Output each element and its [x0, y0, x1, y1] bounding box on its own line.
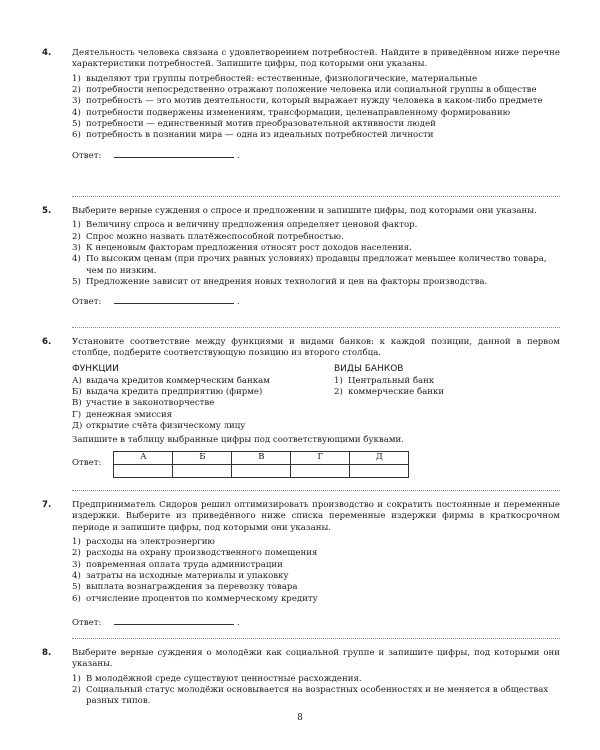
option: 4) По высоким ценам (при прочих равных условиях) продавцы предложат меньшее количество товара, чем по низким.: [72, 254, 547, 276]
function-item: Д) открытие счёта физическому лицу: [72, 420, 246, 431]
functions-column: [72, 364, 334, 433]
answer-cell[interactable]: [173, 464, 232, 477]
option: 5) потребности — единственный мотив преобразовательной активности людей: [72, 119, 436, 130]
question-stem: Выберите верные суждения о спросе и предложении и запишите цифры, под которыми они указаны.: [72, 206, 537, 216]
question-number: 7.: [42, 500, 52, 510]
option: 2) потребности непосредственно отражают положение человека или социальной группы в обществе: [72, 85, 537, 96]
question-6: [42, 337, 560, 478]
option: 1) Величину спроса и величину предложения определяет ценовой фактор.: [72, 220, 418, 231]
option: 2) расходы на охрану производственного помещения: [72, 548, 318, 559]
functions-header: ФУНКЦИИ: [72, 363, 119, 374]
matching-columns: [72, 364, 560, 433]
page-number: 8: [297, 713, 303, 723]
option: 1) В молодёжной среде существуют ценностные расхождения.: [72, 673, 362, 684]
options-list: [72, 674, 560, 708]
divider: [72, 327, 560, 328]
divider: [72, 196, 560, 197]
question-8: [42, 648, 560, 708]
answer-cell[interactable]: [232, 464, 291, 477]
option: 6) потребность в познании мира — одна из идеальных потребностей личности: [72, 130, 434, 141]
table-header-cell: Д: [350, 451, 409, 464]
question-number: 5.: [42, 206, 52, 216]
option: 2) Спрос можно назвать платёжеспособной потребностью.: [72, 231, 344, 242]
option: 5) выплата вознаграждения за перевозку товара: [72, 582, 298, 593]
question-stem: Предприниматель Сидоров решил оптимизировать производство и сократить постоянные и переменные издержки. Выберите из приведённого ниже списка переменные издержки фирмы в краткосрочном периоде и запишите цифры, под которыми они указаны.: [72, 500, 560, 533]
question-4: [42, 48, 560, 162]
option: 3) повременная оплата труда администрации: [72, 559, 283, 570]
answer-table-row: [72, 451, 560, 478]
question-number: 8.: [42, 648, 52, 658]
function-item: Г) денежная эмиссия: [72, 409, 173, 420]
answer-field[interactable]: [114, 148, 234, 158]
option: 1) выделяют три группы потребностей: естественные, физиологические, материальные: [72, 73, 478, 84]
table-instruction: Запишите в таблицу выбранные цифры под соответствующими буквами.: [72, 435, 405, 446]
table-header-cell: А: [114, 451, 173, 464]
options-list: [72, 537, 560, 605]
answer-cell[interactable]: [291, 464, 350, 477]
option: 6) отчисление процентов по коммерческому кредиту: [72, 593, 318, 604]
question-number: 4.: [42, 48, 52, 58]
option: 5) Предложение зависит от внедрения новых технологий и цен на факторы производства.: [72, 277, 488, 288]
question-stem: Установите соответствие между функциями и видами банков: к каждой позиции, данной в первом столбце, подберите соответствующую позицию из второго столбца.: [72, 337, 560, 359]
answer-label: Ответ:: [72, 618, 102, 629]
bank-types-column: [334, 364, 534, 433]
answer-label: Ответ:: [72, 458, 102, 469]
answer-row: Ответ: .: [72, 148, 560, 162]
table-header-cell: В: [232, 451, 291, 464]
options-list: [72, 74, 560, 142]
option: 4) затраты на исходные материалы и упаковку: [72, 571, 289, 582]
function-item: А) выдача кредитов коммерческим банкам: [72, 375, 270, 386]
question-number: 6.: [42, 337, 52, 347]
bank-type-item: 1) Центральный банк: [334, 375, 435, 386]
bank-type-item: 2) коммерческие банки: [334, 386, 445, 397]
option: 4) потребности подвержены изменениям, трансформации, целенаправленному формированию: [72, 107, 511, 118]
answer-cell[interactable]: [350, 464, 409, 477]
answer-field[interactable]: [114, 615, 234, 625]
options-list: [72, 220, 560, 288]
answer-field[interactable]: [114, 294, 234, 304]
answer-table: [113, 451, 409, 478]
function-item: Б) выдача кредита предприятию (фирме): [72, 386, 263, 397]
question-7: [42, 500, 560, 629]
answer-row: Ответ: .: [72, 294, 560, 308]
option: 3) потребность — это мотив деятельности, который выражает нужду человека в каком-либо предмете: [72, 96, 543, 107]
answer-label: Ответ:: [72, 297, 102, 308]
answer-row: Ответ: .: [72, 615, 560, 629]
bank-types-header: ВИДЫ БАНКОВ: [334, 363, 404, 374]
table-header-cell: Б: [173, 451, 232, 464]
question-stem: Выберите верные суждения о молодёжи как социальной группе и запишите цифры, под которыми они указаны.: [72, 648, 560, 670]
answer-label: Ответ:: [72, 150, 102, 161]
question-5: [42, 206, 560, 309]
table-header-cell: Г: [291, 451, 350, 464]
option: 1) расходы на электроэнергию: [72, 537, 215, 548]
option: 2) Социальный статус молодёжи основывается на возрастных особенностях и не меняется в обществах разных типов.: [72, 685, 549, 707]
divider: [72, 490, 560, 491]
option: 3) К неценовым факторам предложения относят рост доходов населения.: [72, 243, 412, 254]
answer-cell[interactable]: [114, 464, 173, 477]
function-item: В) участие в законотворчестве: [72, 398, 215, 409]
divider: [72, 638, 560, 639]
question-stem: Деятельность человека связана с удовлетворением потребностей. Найдите в приведённом ниже перечне характеристики потребностей. Запишите цифры, под которыми они указаны.: [72, 48, 560, 70]
